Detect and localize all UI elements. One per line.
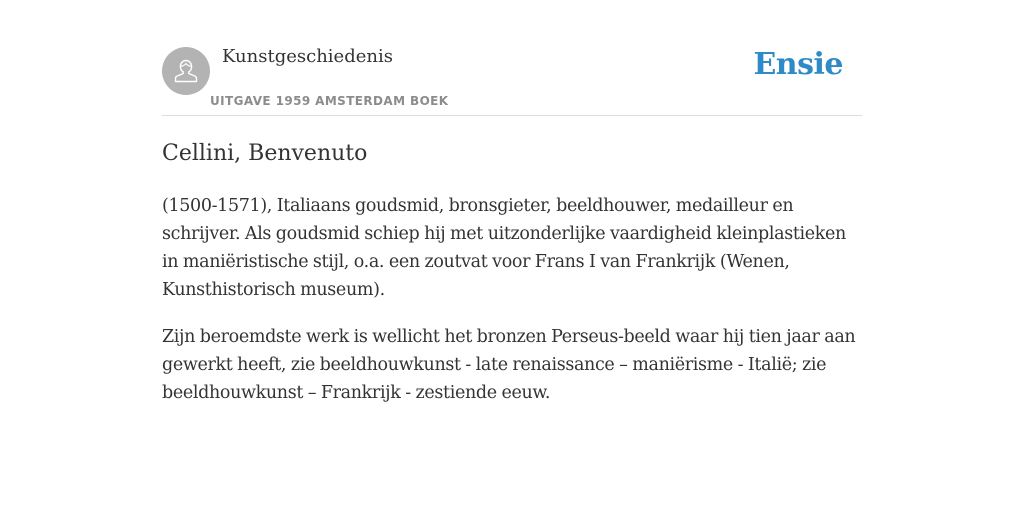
article-paragraph: Zijn beroemdste werk is wellicht het bronzen Perseus-beeld waar hij tien jaar aan gewerkt heeft, zie beeldhouwkunst - late renaissance – maniërisme - Italië; zie beeldhouwkunst – Frankrijk - zestiende eeuw.	[162, 327, 856, 403]
article-header	[162, 0, 862, 116]
page-content	[162, 0, 862, 403]
author-avatar[interactable]	[162, 47, 210, 95]
article-title: Cellini, Benvenuto	[162, 141, 368, 166]
article-paragraph: (1500-1571), Italiaans goudsmid, bronsgieter, beeldhouwer, medailleur en schrijver. Als goudsmid schiep hij met uitzonderlijke vaardigheid kleinplastieken in maniëristische stijl, o.a. een zoutvat voor Frans I van Frankrijk (Wenen, Kunsthistorisch museum).	[162, 196, 846, 300]
category-link[interactable]: Kunstgeschiedenis	[222, 46, 393, 67]
source-label: UITGAVE 1959 AMSTERDAM BOEK	[210, 94, 449, 108]
article-body	[162, 192, 862, 426]
ensie-logo[interactable]: Ensie	[753, 47, 843, 82]
user-icon	[171, 56, 201, 86]
